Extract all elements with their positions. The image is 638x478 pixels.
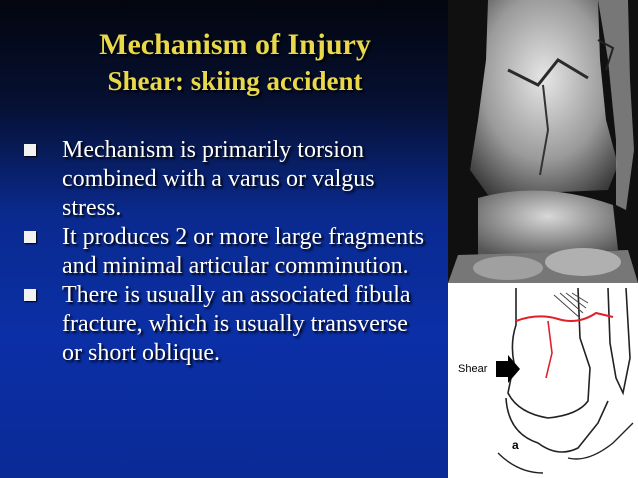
- bullet-text: There is usually an associated fibula fracture, which is usually transverse or short oblique.: [62, 282, 411, 366]
- bullet-item: [18, 223, 428, 281]
- ankle-xray-image: [448, 0, 638, 283]
- shear-label: Shear: [458, 363, 488, 375]
- bullet-text: It produces 2 or more large fragments and minimal articular comminution.: [62, 224, 425, 279]
- fracture-drawing: [448, 283, 638, 478]
- square-bullet-icon: [24, 231, 36, 243]
- bullet-text: Mechanism is primarily torsion combined with a varus or valgus stress.: [62, 137, 375, 221]
- slide-subtitle: Shear: skiing accident: [107, 66, 363, 96]
- square-bullet-icon: [24, 144, 36, 156]
- slide-title: Mechanism of Injury: [99, 28, 371, 61]
- fracture-diagram: [448, 283, 638, 478]
- bullet-list: [18, 136, 428, 368]
- xray-graphic: [448, 0, 638, 283]
- bullet-item: [18, 136, 428, 223]
- bullet-item: [18, 281, 428, 368]
- square-bullet-icon: [24, 289, 36, 301]
- panel-label: a: [512, 438, 519, 452]
- title-block: [0, 0, 448, 115]
